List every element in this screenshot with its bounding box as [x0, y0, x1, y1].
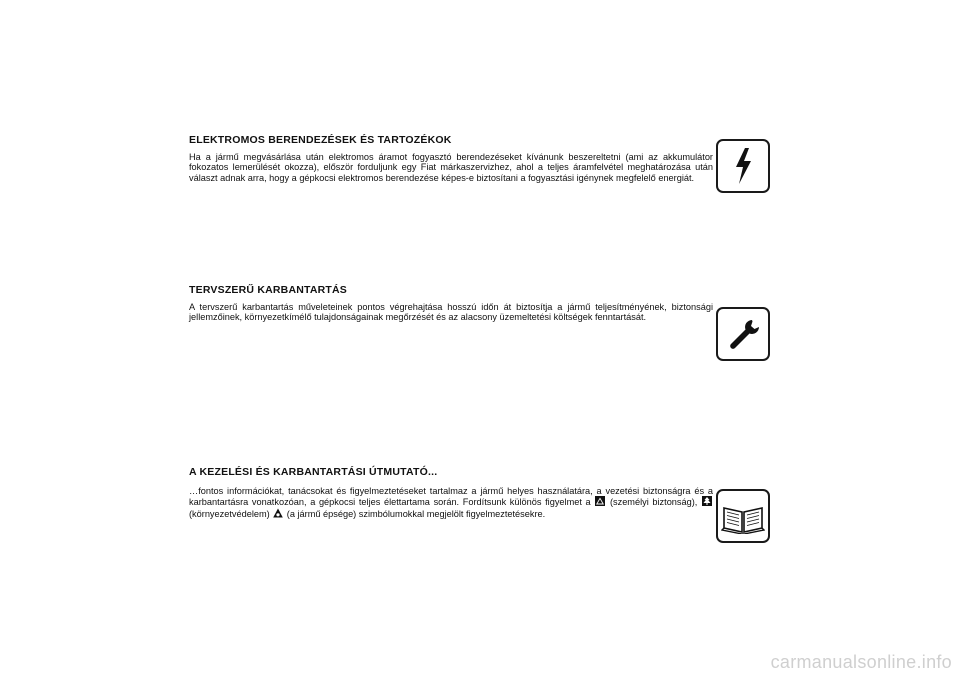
body-text: (a jármű épsége) szimbólumokkal megjelölt figyelmeztetésekre. [284, 508, 546, 519]
section-heading: ELEKTROMOS BERENDEZÉSEK ÉS TARTOZÉKOK [189, 134, 452, 146]
section-manual [189, 466, 713, 519]
body-text: (személyi biztonság), [606, 497, 701, 508]
section-body [189, 486, 713, 519]
section-body: Ha a jármű megvásárlása után elektromos áramot fogyasztó berendezéseket kívánunk beszereltetni (ami az akkumulátor fokozatos lemerülését okozza), először forduljunk egy Fiat márkaszervizhez, ahol a teljes áramfelvétel meghatározása után választ adnak arra, hogy a gépkocsi elektromos berendezése képes-e biztosítani a fogyasztási igénynek megfelelő energiát. [189, 152, 713, 183]
environment-icon [702, 496, 712, 506]
vehicle-integrity-icon [273, 508, 283, 518]
wrench-icon [716, 307, 770, 361]
section-body: A tervszerű karbantartás műveleteinek pontos végrehajtása hosszú időn át biztosítja a jármű teljesítményének, biztonsági jellemzőinek, környezetkímélő tulajdonságainak megőrzését és az alacsony üzemeltetési költségek fenntartását. [189, 302, 713, 323]
open-book-icon [716, 489, 770, 543]
body-text: …fontos információkat, tanácsokat és figyelmeztetéseket tartalmaz a jármű helyes használatára, a vezetési biztonságra és a karbantartásra vonatkozóan, a gépkocsi teljes élettartama során. Fordítsunk különös figyelmet a [189, 486, 713, 508]
body-text: (környezetvédelem) [189, 508, 273, 519]
lightning-icon [716, 139, 770, 193]
section-heading: A KEZELÉSI ÉS KARBANTARTÁSI ÚTMUTATÓ... [189, 466, 438, 478]
section-electrical [189, 134, 713, 183]
section-maintenance [189, 284, 713, 323]
watermark: carmanualsonline.info [770, 652, 952, 672]
personal-safety-icon [595, 496, 605, 506]
section-heading: TERVSZERŰ KARBANTARTÁS [189, 284, 348, 296]
